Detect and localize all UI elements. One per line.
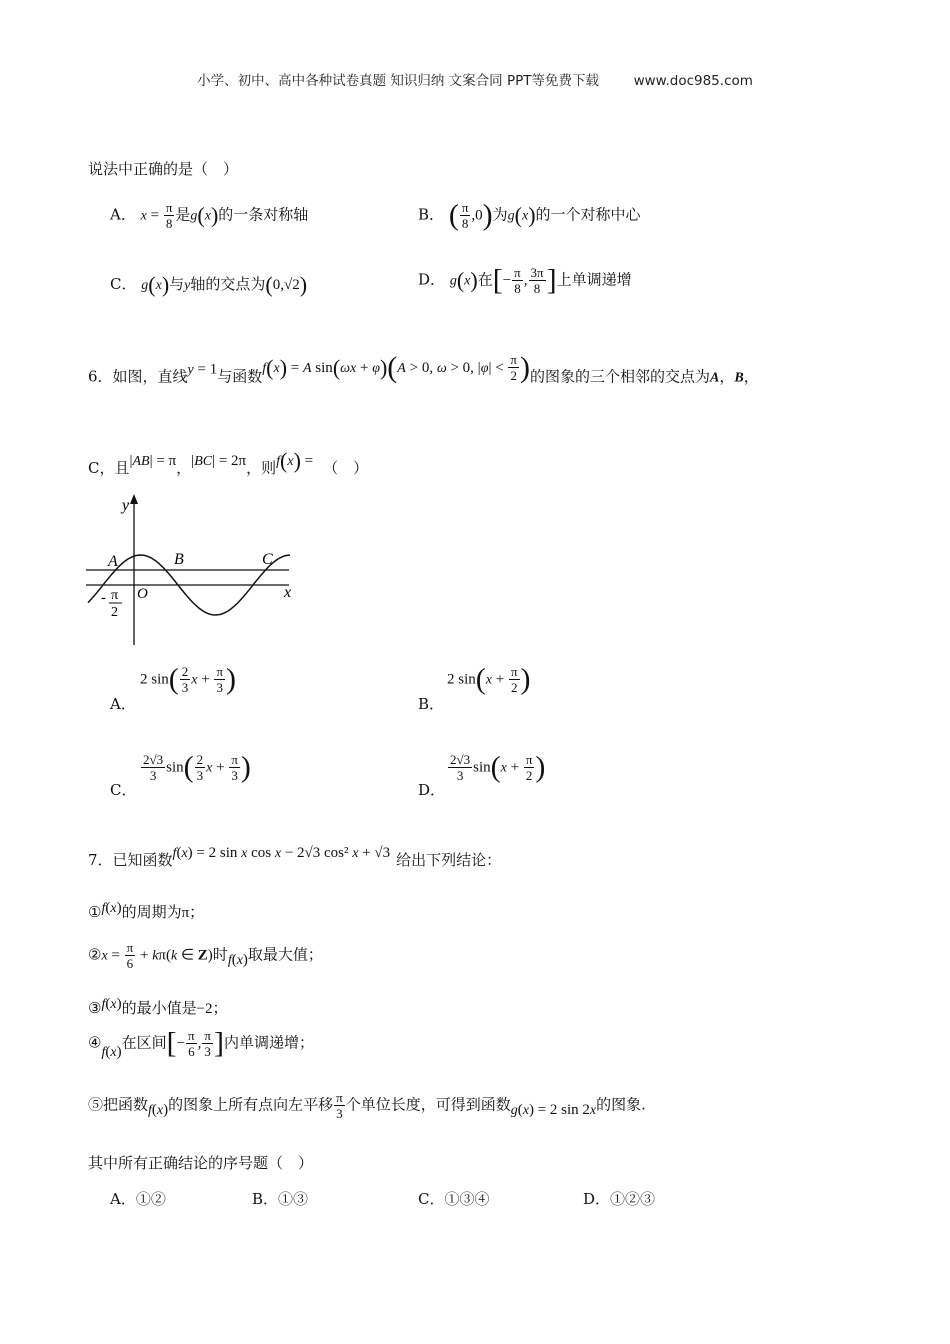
graph-point-a: A <box>108 553 118 570</box>
q7-choice-c: C．①③④ <box>418 1190 490 1208</box>
q6-choice-b-expr: 2 sin(x + $\frac{\pi}{2}$ ) <box>447 662 531 696</box>
q5-choice-c: C． g(x)与y轴的交点为(0,√2) <box>110 272 308 297</box>
fraction: $\frac{\pi}{8}$ <box>165 200 173 231</box>
q7-conclusion: 其中所有正确结论的序号题（ ） <box>88 1154 314 1172</box>
q6-choice-a-expr: 2 sin( $\frac{2}{3}$ x + $\frac{\pi}{3}$ ) <box>140 662 237 696</box>
q7-statement-2: ②x = $\frac{\pi}{6}$ + kπ(k ∈ Z)时f(x)取最大值； <box>88 940 323 971</box>
q6-stem-line2: C，且|AB| = π，|BC| = 2π，则f(x) = （ ） <box>88 448 369 477</box>
q5-stem: 说法中正确的是（ ） <box>88 160 239 178</box>
graph-point-c: C <box>262 551 273 568</box>
q7-statement-4: ④f(x)在区间[− $\frac{\pi}{6}$ , $\frac{\pi}{3}$ ]内单调递增； <box>88 1026 314 1060</box>
sine-graph <box>84 490 304 650</box>
graph-origin-label: O <box>137 586 148 602</box>
q5-choice-a: A． x = $\frac{\pi}{8}$ 是g(x)的一条对称轴 <box>110 200 309 231</box>
q5-choice-d: D． g(x)在[− $\frac{\pi}{8}$ , $\frac{3\pi}{8}$ ]上单调递增 <box>418 263 632 297</box>
q6-choice-c-expr: $\frac{2√3}{3}$ sin( $\frac{2}{3}$ x + $\frac{\pi}{3}$ ) <box>143 750 251 784</box>
y-axis-arrow <box>130 494 138 504</box>
page-header <box>0 69 950 89</box>
q7-stem: 7．已知函数f(x) = 2 sin x cos x − 2√3 cos² x + √3 给出下列结论： <box>88 845 502 869</box>
q6-choice-a-label: A． <box>110 695 136 713</box>
graph-neg-sign: - <box>101 590 106 606</box>
q6-choice-b-label: B． <box>418 695 445 713</box>
q6-choice-d-label: D． <box>418 781 446 799</box>
graph-x-label: x <box>284 584 292 601</box>
q5-choice-b: B． ( $\frac{\pi}{8}$ ,0)为g(x)的一个对称中心 <box>418 198 641 232</box>
q7-statement-1: ①f(x)的周期为π； <box>88 900 205 921</box>
q7-choice-a: A．①② <box>110 1190 166 1208</box>
q7-statement-5: ⑤把函数f(x)的图象上所有点向左平移 $\frac{\pi}{3}$ 个单位长度，可得到函数g(x) = 2 sin 2x的图象. <box>88 1090 646 1121</box>
header-site: www.doc985.com <box>633 73 753 89</box>
header-text: 小学、初中、高中各种试卷真题 知识归纳 文案合同 PPT等免费下载 <box>197 73 599 89</box>
graph-pi-num: π <box>111 588 119 603</box>
q6-stem-line1: 6．如图，直线y = 1与函数f(x) = A sin(ωx + φ)(A > 0, ω > 0, |φ| < $\frac{\pi}{2}$ )的图象的三个相邻的交点为A，B， <box>88 350 759 386</box>
graph-point-b: B <box>174 551 184 568</box>
graph-y-label: y <box>122 497 130 514</box>
q6-choice-d-expr: $\frac{2√3}{3}$ sin(x + $\frac{\pi}{2}$ ) <box>450 750 546 784</box>
q7-statement-3: ③f(x)的最小值是−2； <box>88 996 228 1017</box>
q7-choice-d: D．①②③ <box>583 1190 656 1208</box>
q7-choice-b: B．①③ <box>252 1190 309 1208</box>
graph-pi-den: 2 <box>111 605 118 620</box>
q6-choice-c-label: C． <box>110 781 137 799</box>
